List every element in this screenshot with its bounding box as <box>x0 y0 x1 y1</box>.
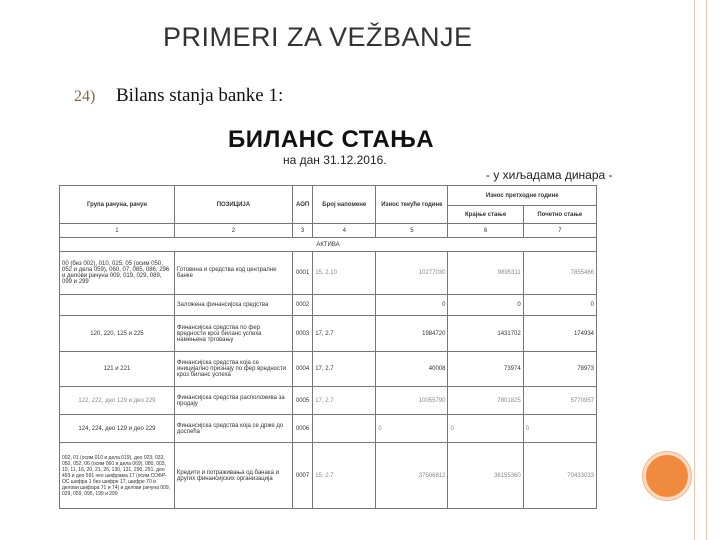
row-closing: 0 <box>448 295 523 316</box>
row-note: 15, 2.10 <box>313 252 376 295</box>
header-note: Број напомене <box>313 186 376 224</box>
row-position: Кредити и потраживања од банака и других финансијских организација <box>174 443 292 509</box>
slide-title: PRIMERI ZA VEŽBANJE <box>163 22 473 52</box>
row-opening: 0 <box>523 415 596 443</box>
row-closing: 9895311 <box>448 252 523 295</box>
column-number-row <box>60 224 597 238</box>
row-group: 122, 222, део 129 и део 229 <box>60 387 175 415</box>
row-opening: 7855466 <box>523 252 596 295</box>
row-aop: 0002 <box>292 295 312 316</box>
col-number: 4 <box>313 224 376 238</box>
item-text: Bilans stanja banke 1: <box>116 85 284 106</box>
frame-line-right <box>694 0 695 540</box>
header-current: Износ текуће године <box>376 186 448 224</box>
col-number: 1 <box>60 224 175 238</box>
document-unit: - у хиљадама динара - <box>486 168 613 182</box>
row-opening: 174934 <box>523 316 596 352</box>
row-current: 10277030 <box>376 252 448 295</box>
row-current: 0 <box>376 415 448 443</box>
row-opening: 78973 <box>523 352 596 387</box>
row-aop: 0004 <box>292 352 312 387</box>
row-closing: 73974 <box>448 352 523 387</box>
row-closing: 7801825 <box>448 387 523 415</box>
row-note <box>313 295 376 316</box>
col-number: 7 <box>523 224 596 238</box>
table-row <box>60 387 597 415</box>
row-aop: 0006 <box>292 415 312 443</box>
balance-sheet-table <box>59 185 597 509</box>
row-group: 002, 01 (осим 010 и дела 019), део 023, 033, 050, 052, 06 (осим 060 и дела 069), 080, 003, 10, 11, 16, 20, 21, 26, 130, 131, 290, 291, део 493 и део 591 чео шифрама 17 (осим СОФР-ОС шифра 1 без шифре 17, шифре 70 и делови шифара 71 и 74) и делови рачуна 009, 029, 059, 095, 199 и 299 <box>60 443 175 509</box>
row-group <box>60 295 175 316</box>
table-row <box>60 295 597 316</box>
row-note <box>313 415 376 443</box>
decorative-circle-icon <box>643 452 691 500</box>
header-opening: Почетно стање <box>523 206 596 224</box>
row-opening: 5770957 <box>523 387 596 415</box>
row-position: Финансијска средства по фер вредности кроз биланс успеха намењена трговању <box>174 316 292 352</box>
row-closing: 36155360 <box>448 443 523 509</box>
row-opening: 70433033 <box>523 443 596 509</box>
col-number: 6 <box>448 224 523 238</box>
document-title: БИЛАНС СТАЊА <box>228 126 435 153</box>
row-position: Заложена финансијска средства <box>174 295 292 316</box>
row-aop: 0007 <box>292 443 312 509</box>
header-group: Група рачуна, рачун <box>60 186 175 224</box>
row-aop: 0005 <box>292 387 312 415</box>
row-position: Финансијска средства расположива за продају <box>174 387 292 415</box>
row-group: 00 (без 002), 010, 025, 05 (осим 050, 052 и дела 059), 060, 07, 085, 086, 296 и делови рачуна 009, 019, 029, 089, 099 и 299 <box>60 252 175 295</box>
row-current: 10055790 <box>376 387 448 415</box>
row-note: 17, 2.7 <box>313 316 376 352</box>
row-current: 1984720 <box>376 316 448 352</box>
table-row <box>60 443 597 509</box>
row-position: Финансијска средства која се иницијално признају по фер вредности кроз биланс успеха <box>174 352 292 387</box>
row-note: 17, 2.7 <box>313 352 376 387</box>
header-closing: Крајње стање <box>448 206 523 224</box>
row-group: 124, 224, део 129 и део 229 <box>60 415 175 443</box>
row-group: 121 и 221 <box>60 352 175 387</box>
table-row <box>60 252 597 295</box>
row-opening: 0 <box>523 295 596 316</box>
row-current: 0 <box>376 295 448 316</box>
table-row <box>60 352 597 387</box>
row-position: Финансијска средства која се држе до доспећа <box>174 415 292 443</box>
row-current: 37506812 <box>376 443 448 509</box>
row-note: 15, 2.7 <box>313 443 376 509</box>
table-row <box>60 415 597 443</box>
header-position: ПОЗИЦИЈА <box>174 186 292 224</box>
row-current: 40008 <box>376 352 448 387</box>
row-aop: 0001 <box>292 252 312 295</box>
header-previous: Износ претходне године <box>448 186 597 206</box>
header-aop: АОП <box>292 186 312 224</box>
row-closing: 0 <box>448 415 523 443</box>
document-date: на дан 31.12.2016. <box>283 153 387 167</box>
row-note: 17, 2.7 <box>313 387 376 415</box>
col-number: 2 <box>174 224 292 238</box>
item-number: 24) <box>74 88 96 105</box>
frame-line-right-outer <box>706 0 707 540</box>
row-aop: 0003 <box>292 316 312 352</box>
col-number: 5 <box>376 224 448 238</box>
row-position: Готовина и средства код централне банке <box>174 252 292 295</box>
section-label: АКТИВА <box>60 238 597 252</box>
table-row <box>60 316 597 352</box>
row-group: 120, 220, 125 и 225 <box>60 316 175 352</box>
row-closing: 1431702 <box>448 316 523 352</box>
col-number: 3 <box>292 224 312 238</box>
